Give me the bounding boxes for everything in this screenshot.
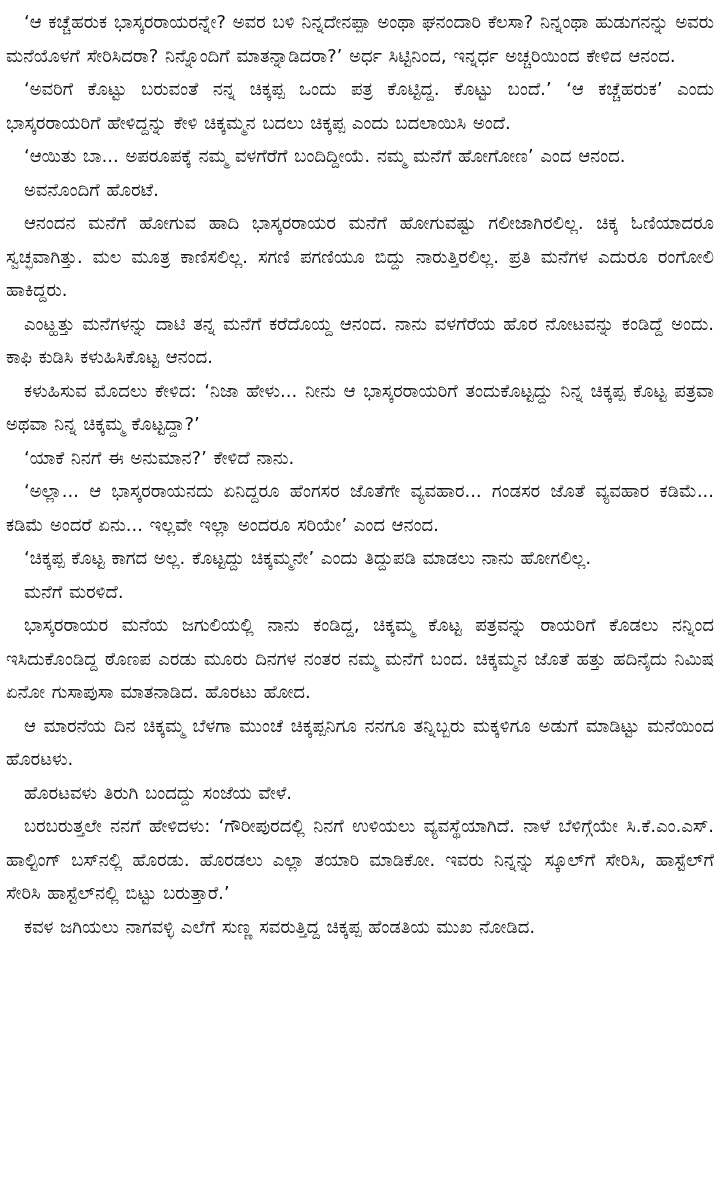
paragraph-6: ಎಂಟ್ಹತ್ತು ಮನೆಗಳನ್ನು ದಾಟಿ ತನ್ನ ಮನೆಗೆ ಕರೆದೊಯ್ದ ಆನಂದ. ನಾನು ವಳಗೆರೆಯ ಹೊರ ನೋಟವನ್ನು ಕಂಡಿದ್ದೆ ಅಂದು. ಕಾಫಿ ಕುಡಿಸಿ ಕಳುಹಿಸಿಕೊಟ್ಟ ಆನಂದ. xyxy=(6,313,714,368)
paragraph-16: ಕವಳ ಜಗಿಯಲು ನಾಗವಳ್ಳಿ ಎಲೆಗೆ ಸುಣ್ಣ ಸವರುತ್ತಿದ್ದ ಚಿಕ್ಕಪ್ಪ ಹೆಂಡತಿಯ ಮುಖ ನೋಡಿದ. xyxy=(24,916,536,938)
paragraph-1: ‘ಆ ಕಚ್ಚೆಹರುಕ ಭಾಸ್ಕರರಾಯರನ್ನೇ? ಅವರ ಬಳಿ ನಿನ್ನದೇನಪ್ಪಾ ಅಂಥಾ ಘನಂದಾರಿ ಕೆಲಸಾ? ನಿನ್ನಂಥಾ ಹುಡುಗನನ್ನು ಅವರು ಮನೆಯೊಳಗೆ ಸೇರಿಸಿದರಾ? ನಿನ್ನೊಂದಿಗೆ ಮಾತನ್ನಾಡಿದರಾ?’ ಅರ್ಧ ಸಿಟ್ಟಿನಿಂದ, ಇನ್ನರ್ಧ ಅಚ್ಚರಿಯಿಂದ ಕೇಳಿದ ಆನಂದ. xyxy=(6,12,714,67)
paragraph-2: ‘ಅವರಿಗೆ ಕೊಟ್ಟು ಬರುವಂತೆ ನನ್ನ ಚಿಕ್ಕಪ್ಪ ಒಂದು ಪತ್ರ ಕೊಟ್ಟಿದ್ದ. ಕೊಟ್ಟು ಬಂದೆ.’ ‘ಆ ಕಚ್ಚೆಹರುಕ’ ಎಂದು ಭಾಸ್ಕರರಾಯರಿಗೆ ಹೇಳಿದ್ದನ್ನು ಕೇಳಿ ಚಿಕ್ಕಮ್ಮನ ಬದಲು ಚಿಕ್ಕಪ್ಪ ಎಂದು ಬದಲಾಯಿಸಿ ಅಂದೆ. xyxy=(6,79,714,134)
paragraph-5: ಆನಂದನ ಮನೆಗೆ ಹೋಗುವ ಹಾದಿ ಭಾಸ್ಕರರಾಯರ ಮನೆಗೆ ಹೋಗುವಷ್ಟು ಗಲೀಜಾಗಿರಲಿಲ್ಲ. ಚಿಕ್ಕ ಓಣಿಯಾದರೂ ಸ್ವಚ್ಛವಾಗಿತ್ತು. ಮಲ ಮೂತ್ರ ಕಾಣಿಸಲಿಲ್ಲ. ಸಗಣಿ ಪಗಣಿಯೂ ಬಿದ್ದು ನಾರುತ್ತಿರಲಿಲ್ಲ. ಪ್ರತಿ ಮನೆಗಳ ಎದುರೂ ರಂಗೋಲಿ ಹಾಕಿದ್ದರು. xyxy=(6,213,714,301)
paragraph-14: ಹೊರಟವಳು ತಿರುಗಿ ಬಂದದ್ದು ಸಂಜೆಯ ವೇಳೆ. xyxy=(24,782,293,804)
paragraph-7: ಕಳುಹಿಸುವ ಮೊದಲು ಕೇಳಿದ: ‘ನಿಜಾ ಹೇಳು... ನೀನು ಆ ಭಾಸ್ಕರರಾಯರಿಗೆ ತಂದುಕೊಟ್ಟದ್ದು ನಿನ್ನ ಚಿಕ್ಕಪ್ಪ ಕೊಟ್ಟ ಪತ್ರವಾ ಅಥವಾ ನಿನ್ನ ಚಿಕ್ಕಮ್ಮ ಕೊಟ್ಟದ್ದಾ?’ xyxy=(6,380,714,435)
paragraph-10: ‘ಚಿಕ್ಕಪ್ಪ ಕೊಟ್ಟ ಕಾಗದ ಅಲ್ಲ. ಕೊಟ್ಟದ್ದು ಚಿಕ್ಕಮ್ಮನೇ’ ಎಂದು ತಿದ್ದುಪಡಿ ಮಾಡಲು ನಾನು ಹೋಗಲಿಲ್ಲ. xyxy=(24,548,592,569)
paragraph-9: ‘ಅಲ್ಲಾ... ಆ ಭಾಸ್ಕರರಾಯನದು ಏನಿದ್ದರೂ ಹೆಂಗಸರ ಜೊತೆಗೇ ವ್ಯವಹಾರ... ಗಂಡಸರ ಜೊತೆ ವ್ಯವಹಾರ ಕಡಿಮೆ... ಕಡಿಮೆ ಅಂದರೆ ಏನು... ಇಲ್ಲವೇ ಇಲ್ಲಾ ಅಂದರೂ ಸರಿಯೇ’ ಎಂದ ಆನಂದ. xyxy=(6,481,714,536)
paragraph-11: ಮನೆಗೆ ಮರಳಿದೆ. xyxy=(24,581,124,603)
paragraph-4: ಅವನೊಂದಿಗೆ ಹೊರಟೆ. xyxy=(24,179,159,201)
paragraph-13: ಆ ಮಾರನೆಯ ದಿನ ಚಿಕ್ಕಮ್ಮ ಬೆಳಗಾ ಮುಂಚೆ ಚಿಕ್ಕಪ್ಪನಿಗೂ ನನಗೂ ತನ್ನಿಬ್ಬರು ಮಕ್ಕಳಿಗೂ ಅಡುಗೆ ಮಾಡಿಟ್ಟು ಮನೆಯಿಂದ ಹೊರಟಳು. xyxy=(6,715,714,770)
paragraph-12: ಭಾಸ್ಕರರಾಯರ ಮನೆಯ ಜಗುಲಿಯಲ್ಲಿ ನಾನು ಕಂಡಿದ್ದ, ಚಿಕ್ಕಮ್ಮ ಕೊಟ್ಟ ಪತ್ರವನ್ನು ರಾಯರಿಗೆ ಕೊಡಲು ನನ್ನಿಂದ ಇಸಿದುಕೊಂಡಿದ್ದ ಠೊಣಪ ಎರಡು ಮೂರು ದಿನಗಳ ನಂತರ ನಮ್ಮ ಮನೆಗೆ ಬಂದ. ಚಿಕ್ಕಮ್ಮನ ಜೊತೆ ಹತ್ತು ಹದಿನೈದು ನಿಮಿಷ ಏನೋ ಗುಸಾಪುಸಾ ಮಾತನಾಡಿದ. ಹೊರಟು ಹೋದ. xyxy=(6,615,714,703)
paragraph-15: ಬರಬರುತ್ತಲೇ ನನಗೆ ಹೇಳಿದಳು: ‘ಗೌರೀಪುರದಲ್ಲಿ ನಿನಗೆ ಉಳಿಯಲು ವ್ಯವಸ್ಥೆಯಾಗಿದೆ. ನಾಳೆ ಬೆಳಿಗ್ಗೆಯೇ ಸಿ.ಕೆ.ಎಂ.ಎಸ್. ಹಾಲ್ಟಿಂಗ್ ಬಸ್‌ನಲ್ಲಿ ಹೊರಡು. ಹೊರಡಲು ಎಲ್ಲಾ ತಯಾರಿ ಮಾಡಿಕೋ. ಇವರು ನಿನ್ನನ್ನು ಸ್ಕೂಲ್‌ಗೆ ಸೇರಿಸಿ, ಹಾಸ್ಟೆಲ್‌ಗೆ ಸೇರಿಸಿ ಹಾಸ್ಟೆಲ್‌ನಲ್ಲಿ ಬಿಟ್ಟು ಬರುತ್ತಾರೆ.’ xyxy=(6,816,714,904)
paragraph-3: ‘ಆಯಿತು ಬಾ... ಅಪರೂಪಕ್ಕೆ ನಮ್ಮ ವಳಗೆರೆಗೆ ಬಂದಿದ್ದೀಯೆ. ನಮ್ಮ ಮನೆಗೆ ಹೋಗೋಣ’ ಎಂದ ಆನಂದ. xyxy=(24,146,626,167)
paragraph-8: ‘ಯಾಕೆ ನಿನಗೆ ಈ ಅನುಮಾನ?’ ಕೇಳಿದೆ ನಾನು. xyxy=(24,447,295,469)
